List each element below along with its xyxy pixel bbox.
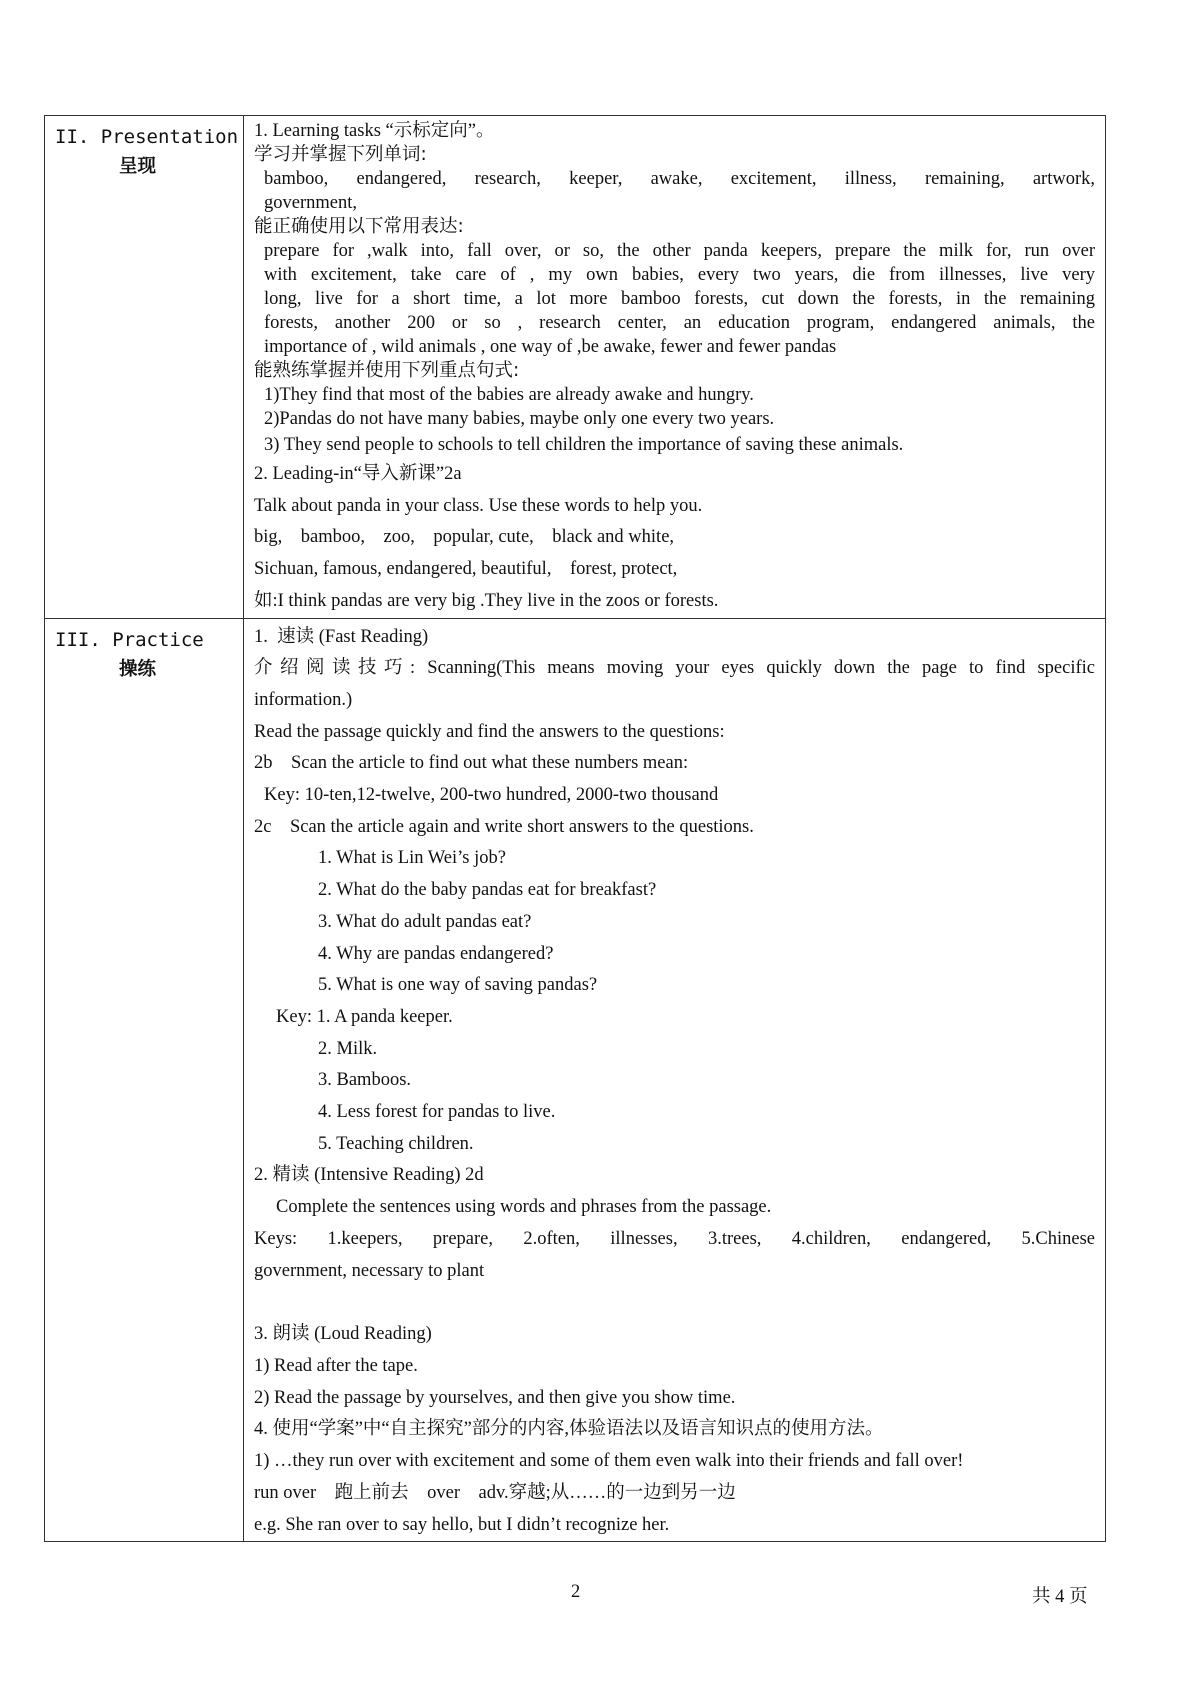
spacer: [254, 1287, 1095, 1319]
total-pages: 共 4 页: [1032, 1587, 1088, 1607]
question-item: 4. Why are pandas endangered?: [318, 943, 554, 964]
loud-reading-heading: 3. 朗读 (Loud Reading): [254, 1324, 432, 1345]
practice-label-en: III. Practice: [55, 628, 204, 651]
expressions-line: forests, another 200 or so , research center, an education program, endangered animals, the: [264, 313, 1095, 333]
question-item: 2. What do the baby pandas eat for breakfast?: [318, 880, 657, 901]
language-point: 1) …they run over with excitement and some of them even walk into their friends and fall over!: [254, 1451, 964, 1472]
expressions-line: prepare for ,walk into, fall over, or so, the other panda keepers, prepare the milk for, run over: [264, 241, 1095, 261]
question-item: 1. What is Lin Wei’s job?: [318, 848, 506, 869]
presentation-label-en: II. Presentation: [55, 126, 239, 148]
grammar-heading: 4. 使用“学案”中“自主探究”部分的内容,体验语法以及语言知识点的使用方法。: [254, 1419, 884, 1440]
practice-content-cell: [244, 618, 1106, 1542]
example-sentence: e.g. She ran over to say hello, but I didn’t recognize her.: [254, 1514, 670, 1535]
loud-reading-step: 2) Read the passage by yourselves, and then give you show time.: [254, 1387, 736, 1408]
key-sentence: 1)They find that most of the babies are already awake and hungry.: [264, 385, 754, 405]
answer-item: 3. Bamboos.: [318, 1070, 412, 1091]
page-number: 2: [571, 1582, 581, 1602]
practice-label-cell: [45, 618, 244, 1542]
expressions-line: long, live for a short time, a lot more bamboo forests, cut down the forests, in the remaining: [264, 289, 1095, 309]
scanning-tip: 介绍阅读技巧: Scanning(This means moving your eyes quickly down the page to find specific: [254, 658, 1095, 679]
lesson-plan-table: [44, 115, 1106, 1542]
expressions-instruction: 能正确使用以下常用表达:: [254, 216, 464, 237]
key-sentence: 3) They send people to schools to tell children the importance of saving these animals.: [264, 435, 904, 455]
fast-reading-heading: 1. 速读 (Fast Reading): [254, 626, 429, 647]
scanning-tip: information.): [254, 689, 353, 710]
presentation-row: [45, 116, 1106, 619]
fast-reading-instruction: Read the passage quickly and find the answers to the questions:: [254, 721, 725, 742]
intensive-reading-heading: 2. 精读 (Intensive Reading) 2d: [254, 1165, 484, 1186]
answer-item: 2. Milk.: [318, 1038, 378, 1059]
answer-key-heading: Key: 1. A panda keeper.: [276, 1006, 453, 1027]
sentences-instruction: 能熟练掌握并使用下列重点句式:: [254, 360, 520, 381]
leading-in-instruction: Talk about panda in your class. Use these words to help you.: [254, 495, 703, 516]
intensive-reading-keys: Keys: 1.keepers, prepare, 2.often, illnesses, 3.trees, 4.children, endangered, 5.Chinese: [254, 1228, 1095, 1249]
practice-label-zh: 操练: [119, 658, 157, 680]
vocab-line: bamboo, endangered, research, keeper, awake, excitement, illness, remaining, artwork,: [264, 169, 1095, 189]
vocab-line: government,: [264, 193, 357, 213]
presentation-label-zh: 呈现: [119, 156, 157, 177]
expressions-line: with excitement, take care of , my own babies, every two years, die from illnesses, live very: [264, 265, 1095, 285]
question-item: 5. What is one way of saving pandas?: [318, 975, 598, 996]
intensive-reading-keys: government, necessary to plant: [254, 1260, 485, 1281]
example-sentence: 如:I think pandas are very big .They live in the zoos or forests.: [254, 590, 719, 611]
answer-item: 4. Less forest for pandas to live.: [318, 1102, 556, 1123]
presentation-label-cell: [45, 116, 244, 619]
intensive-reading-instruction: Complete the sentences using words and phrases from the passage.: [276, 1197, 772, 1218]
leading-in-heading: 2. Leading-in“导入新课”2a: [254, 464, 462, 484]
word-bank-line: big, bamboo, zoo, popular, cute, black and white,: [254, 527, 675, 548]
task-2c: 2c Scan the article again and write short answers to the questions.: [254, 816, 754, 837]
practice-row: [45, 618, 1106, 1542]
key-sentence: 2)Pandas do not have many babies, maybe only one every two years.: [264, 409, 775, 429]
answer-item: 5. Teaching children.: [318, 1133, 474, 1154]
task-2b: 2b Scan the article to find out what these numbers mean:: [254, 753, 689, 774]
task-2b-key: Key: 10-ten,12-twelve, 200-two hundred, 2000-two thousand: [264, 785, 719, 806]
loud-reading-step: 1) Read after the tape.: [254, 1355, 418, 1376]
vocab-instruction: 学习并掌握下列单词:: [254, 144, 427, 165]
question-item: 3. What do adult pandas eat?: [318, 911, 532, 932]
word-bank-line: Sichuan, famous, endangered, beautiful, forest, protect,: [254, 559, 678, 580]
learning-tasks-heading: 1. Learning tasks “示标定向”。: [254, 121, 495, 141]
expressions-line: importance of , wild animals , one way of ,be awake, fewer and fewer pandas: [264, 337, 837, 357]
presentation-content-cell: [244, 116, 1106, 619]
language-point: run over 跑上前去 over adv.穿越;从……的一边到另一边: [254, 1482, 736, 1503]
